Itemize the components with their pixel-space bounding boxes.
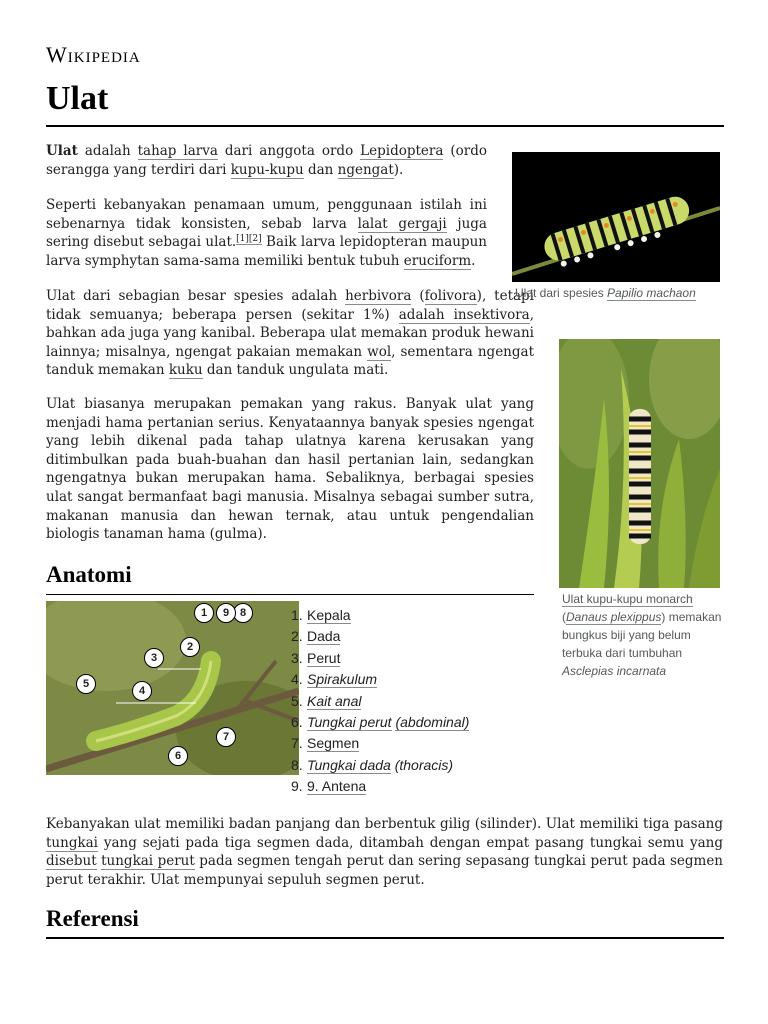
link-abdominal[interactable]: (abdominal): [395, 714, 470, 731]
link-eruciform[interactable]: eruciform: [403, 252, 472, 269]
figure-1-caption: Ulat dari spesies Papilio machaon: [515, 286, 696, 300]
reference-2[interactable]: [2]: [248, 233, 262, 244]
link-spirakulum[interactable]: Spirakulum: [307, 671, 378, 688]
link-papilio-machaon[interactable]: Papilio machaon: [607, 286, 696, 300]
intro-paragraph-4: Ulat biasanya merupakan pemakan yang rakus. Banyak ulat yang menjadi hama pertanian serius. Kenyataannya banyak spesies ngengat yang lebih dikenal pada tahap ulatnya karena kerusakan yang ditimbulkan pada buah-buahan dan hasil pertanian lain, sedangkan ngengatnya bukan merupakan hama. Sebaliknya, berbagai spesies ulat sangat bermanfaat bagi manusia. Misalnya sebagai sumber sutra, makanan manusia dan hewan ternak, atau untuk pengendalian biologis tanaman hama (gulma).: [46, 396, 534, 543]
term-bold: Ulat: [46, 143, 78, 159]
intro-paragraph-1: Ulat adalah tahap larva dari anggota ordo Lepidoptera (ordo serangga yang terdiri dari kupu-kupu dan ngengat).: [46, 143, 487, 178]
link-ngengat[interactable]: ngengat: [337, 161, 394, 178]
intro-paragraph-3: Ulat dari sebagian besar spesies adalah herbivora (folivora), tetapi tidak semuanya; beberapa persen (sekitar 1%) adalah insektivora, bahkan ada juga yang kanibal. Beberapa ulat memakan produk hewani lainnya; misalnya, ngengat pakaian memakan wol, sementara ngengat tanduk memakan kuku dan tanduk ungulata mati.: [46, 288, 535, 379]
diagram-label-8: 8: [233, 603, 253, 623]
link-folivora[interactable]: folivora: [424, 288, 477, 304]
list-item: 1. Kepala: [291, 607, 351, 623]
caterpillar-anatomy-diagram[interactable]: [46, 601, 299, 775]
diagram-label-9: 9: [216, 603, 236, 623]
link-kait-anal[interactable]: Kait anal: [307, 692, 362, 709]
link-disebut[interactable]: disebut: [46, 853, 97, 870]
papilio-machaon-photo[interactable]: [512, 152, 720, 282]
diagram-label-4: 4: [132, 681, 152, 701]
link-tungkai-perut[interactable]: Tungkai perut: [307, 714, 392, 731]
link-tahap-larva[interactable]: tahap larva: [137, 143, 218, 159]
diagram-label-5: 5: [76, 674, 96, 694]
diagram-label-7: 7: [216, 727, 236, 747]
thoracis-label: (thoracis): [394, 756, 454, 773]
link-perut[interactable]: Perut: [307, 649, 341, 666]
list-item: 4. Spirakulum: [291, 671, 378, 688]
link-kuku[interactable]: kuku: [168, 362, 203, 379]
monarch-caterpillar-photo[interactable]: [559, 339, 720, 588]
page-title: Ulat: [46, 80, 109, 117]
list-item: 8. Tungkai dada (thoracis): [291, 756, 454, 773]
link-segmen[interactable]: Segmen: [307, 735, 360, 752]
intro-paragraph-2: Seperti kebanyakan penamaan umum, penggunaan istilah ini sebenarnya tidak konsisten, sebab larva lalat gergaji juga sering disebut sebagai ulat.[1][2] Baik larva lepidopteran maupun larva symphytan sama-sama memiliki bentuk tubuh eruciform.: [46, 197, 487, 269]
title-divider: [46, 125, 724, 127]
list-item: 2. Dada: [291, 628, 341, 645]
section-heading-referensi: Referensi: [46, 906, 139, 931]
anatomy-list: [291, 605, 531, 798]
anatomy-paragraph: Kebanyakan ulat memiliki badan panjang dan berbentuk gilig (silinder). Ulat memiliki tiga pasang tungkai yang sejati pada tiga segmen dada, ditambah dengan empat pasang tungkai semu yang disebut tungkai perut pada segmen tengah perut dan sering sepasang tungkai perut pada segmen perut terakhir. Ulat mempunyai sepuluh segmen perut.: [46, 816, 724, 888]
link-tungkai[interactable]: tungkai: [46, 834, 99, 851]
list-item: 3. Perut: [291, 649, 341, 666]
asclepias-name: Asclepias incarnata: [562, 664, 667, 678]
list-item: 9. 9. Antena: [291, 778, 367, 795]
referensi-divider: [46, 937, 724, 939]
link-wol[interactable]: wol: [367, 343, 392, 360]
list-item: 5. Kait anal: [291, 692, 362, 709]
anatomi-divider: [46, 594, 534, 595]
diagram-label-2: 2: [180, 637, 200, 657]
section-heading-anatomi: Anatomi: [46, 562, 132, 587]
link-lalat-gergaji[interactable]: lalat gergaji: [357, 215, 447, 232]
link-antena[interactable]: 9. Antena: [307, 778, 367, 795]
link-monarch[interactable]: Ulat kupu-kupu monarch: [562, 592, 693, 606]
list-item: 6. Tungkai perut (abdominal): [291, 714, 470, 731]
diagram-label-6: 6: [168, 746, 188, 766]
link-danaus-plexippus[interactable]: Danaus plexippus: [566, 610, 662, 624]
link-insektivora[interactable]: adalah insektivora: [398, 306, 530, 323]
wikipedia-logo[interactable]: Wikipedia: [46, 42, 141, 67]
reference-1[interactable]: [1]: [236, 233, 249, 244]
link-tungkai-perut-body[interactable]: tungkai perut: [101, 853, 195, 870]
link-dada[interactable]: Dada: [307, 628, 341, 645]
list-item: 7. Segmen: [291, 735, 360, 752]
diagram-label-1: 1: [194, 603, 214, 623]
figure-2-caption: Ulat kupu-kupu monarch (Danaus plexippus) memakan bungkus biji yang belum terbuka dari tumbuhan Asclepias incarnata: [562, 592, 722, 678]
link-lepidoptera[interactable]: Lepidoptera: [360, 143, 444, 159]
diagram-label-3: 3: [144, 648, 164, 668]
link-herbivora[interactable]: herbivora: [345, 288, 412, 304]
link-tungkai-dada[interactable]: Tungkai dada: [307, 756, 391, 773]
link-kepala[interactable]: Kepala: [307, 607, 351, 623]
link-kupu-kupu[interactable]: kupu-kupu: [230, 161, 304, 178]
